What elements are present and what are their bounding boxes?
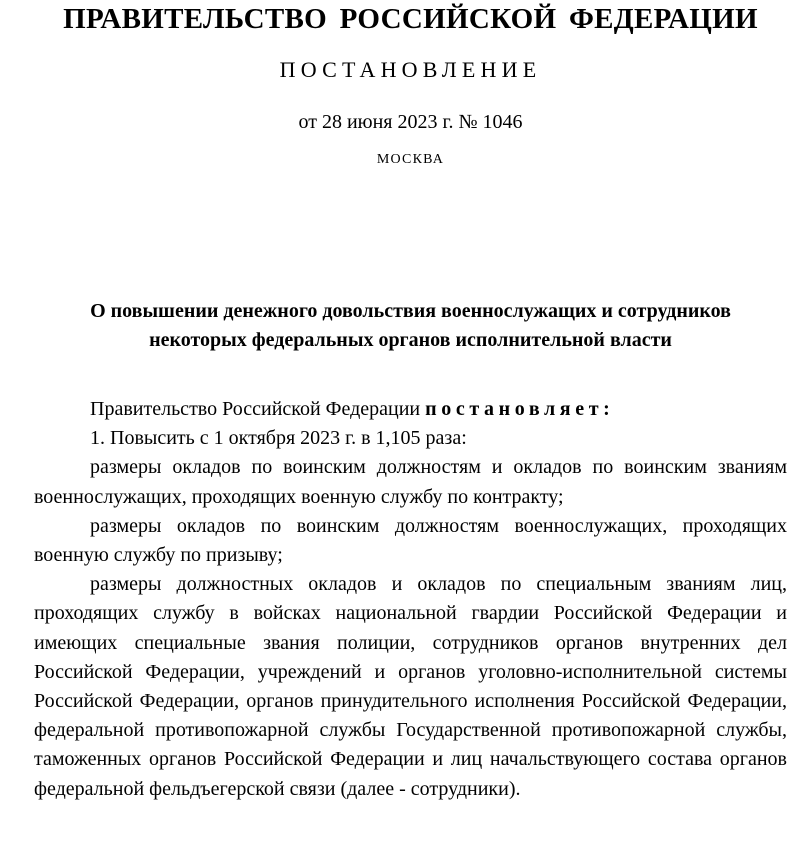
document-date-number: от 28 июня 2023 г. № 1046 (298, 111, 523, 133)
subject-line-2: некоторых федеральных органов исполнительной власти (149, 329, 672, 351)
paragraph-conscript-service: размеры окладов по воинским должностям военнослужащих, проходящих военную службу по призыву; (34, 514, 787, 567)
document-city: МОСКВА (376, 152, 445, 167)
document-type: ПОСТАНОВЛЕНИЕ (279, 57, 542, 82)
subject-line-1: О повышении денежного довольствия военнослужащих и сотрудников (90, 300, 731, 322)
paragraph-contract-service: размеры окладов по воинским должностям и окладов по воинским званиям военнослужащих, проходящих военную службу по контракту; (34, 456, 787, 508)
document-subject (34, 297, 787, 355)
item-1: 1. Повысить с 1 октября 2023 г. в 1,105 раза: (90, 427, 467, 450)
government-title: ПРАВИТЕЛЬСТВО РОССИЙСКОЙ ФЕДЕРАЦИИ (63, 3, 758, 35)
intro-paragraph (34, 395, 787, 424)
decree-word: постановляет: (425, 398, 615, 420)
document-body (34, 395, 787, 804)
intro-text: Правительство Российской Федерации (90, 398, 426, 420)
paragraph-staff-salaries: размеры должностных окладов и окладов по специальным званиям лиц, проходящих службу в войсках национальной гвардии Российской Федерации и имеющих специальные звания полиции, сотрудников органов внутренних дел Российской Федерации, учреждений и органов уголовно-исполнительной системы Российской Федерации, органов принудительного исполнения Российской Федерации, федеральной противопожарной службы Государственной противопожарной службы, таможенных органов Российской Федерации и лиц начальствующего состава органов федеральной фельдъегерской связи (далее - сотрудники). (34, 573, 787, 800)
